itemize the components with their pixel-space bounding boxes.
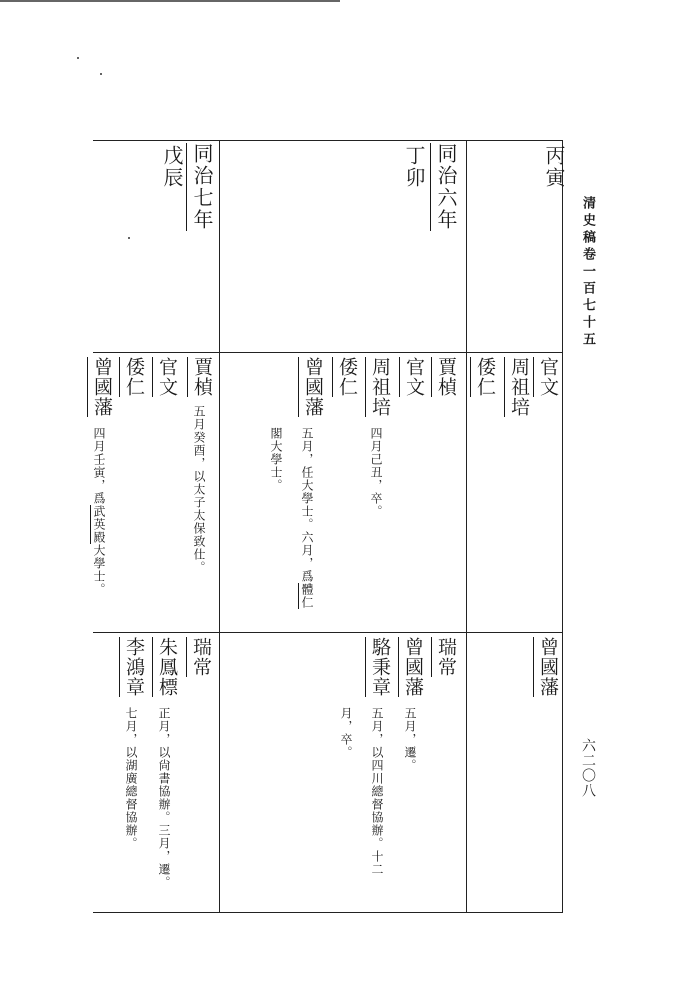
year-bingyin: 丙寅 [542, 145, 566, 189]
wuchen-grand-4: 曾國藩 [87, 357, 116, 417]
bingyin-grand-3: 倭仁 [470, 357, 499, 397]
wuchen-grand-3: 倭仁 [119, 357, 148, 397]
dingmao-assistant-2-note: 五月，遷。 [403, 707, 417, 772]
era-tongzhi-6: 同治六年 [430, 143, 461, 231]
scan-speck [77, 57, 79, 59]
dingmao-grand-3: 周祖培 [365, 357, 394, 417]
bingyin-grand-1: 官文 [533, 357, 562, 397]
wuchen-assistant-2-note: 正月，以尙書協辦。三月，遷。 [157, 707, 171, 889]
dingmao-grand-5-note-hall: 體仁 [300, 583, 314, 609]
scan-speck [128, 237, 130, 239]
era-tongzhi-7: 同治七年 [186, 143, 217, 231]
scan-edge-mark [0, 0, 340, 2]
dingmao-assistant-3: 駱秉章 [365, 637, 394, 697]
wuchen-grand-4-note [91, 427, 108, 596]
dingmao-grand-5-note-cont: 閣大學士。 [269, 427, 283, 492]
page-number: 六二〇八 [580, 738, 596, 798]
dingmao-assistant-1: 瑞常 [431, 637, 460, 677]
wuchen-assistant-2: 朱鳳標 [152, 637, 181, 697]
dingmao-grand-5-note [299, 427, 316, 609]
wuchen-grand-4-note-hall: 武英殿 [92, 505, 106, 544]
dingmao-grand-2: 官文 [399, 357, 428, 397]
year-wuchen: 戊辰 [160, 145, 184, 189]
table-right-rule [562, 140, 563, 912]
dingmao-grand-5-note-text: 五月，任大學士。六月，爲 [300, 427, 314, 583]
wuchen-assistant-3: 李鴻章 [119, 637, 148, 697]
table-top-rule [93, 140, 563, 141]
table-bottom-rule [93, 912, 563, 913]
dingmao-assistant-3-note: 五月，以四川總督協辦。十二 [370, 707, 384, 876]
wuchen-grand-1: 賈楨 [187, 357, 216, 397]
wuchen-assistant-1: 瑞常 [186, 637, 215, 677]
wuchen-grand-4-note-text: 四月壬寅，爲 [92, 427, 106, 505]
year-row-divider [93, 352, 563, 353]
dingmao-assistant-2: 曾國藩 [398, 637, 427, 697]
column-divider-dingmao-wuchen [219, 140, 220, 912]
wuchen-grand-4-note-end: 大學士。 [92, 544, 106, 596]
dingmao-assistant-3-note-cont: 月，卒。 [339, 707, 353, 759]
wuchen-assistant-3-note: 七月，以湖廣總督協辦。 [124, 707, 138, 850]
year-dingmao: 丁卯 [402, 145, 426, 189]
dingmao-grand-4: 倭仁 [332, 357, 361, 397]
dingmao-grand-3-note: 四月己丑，卒。 [369, 427, 383, 518]
running-head: 清史稿卷一百七十五 [580, 196, 595, 349]
dingmao-grand-5: 曾國藩 [298, 357, 327, 417]
column-divider-bingyin-dingmao [466, 140, 467, 912]
wuchen-grand-2: 官文 [152, 357, 181, 397]
scan-speck [100, 73, 102, 75]
bingyin-grand-2: 周祖培 [504, 357, 533, 417]
bingyin-assistant-1: 曾國藩 [533, 637, 562, 697]
secretaries-row-divider [93, 632, 563, 633]
wuchen-grand-1-note: 五月癸酉，以太子太保致仕。 [192, 405, 206, 574]
dingmao-grand-1: 賈楨 [431, 357, 460, 397]
